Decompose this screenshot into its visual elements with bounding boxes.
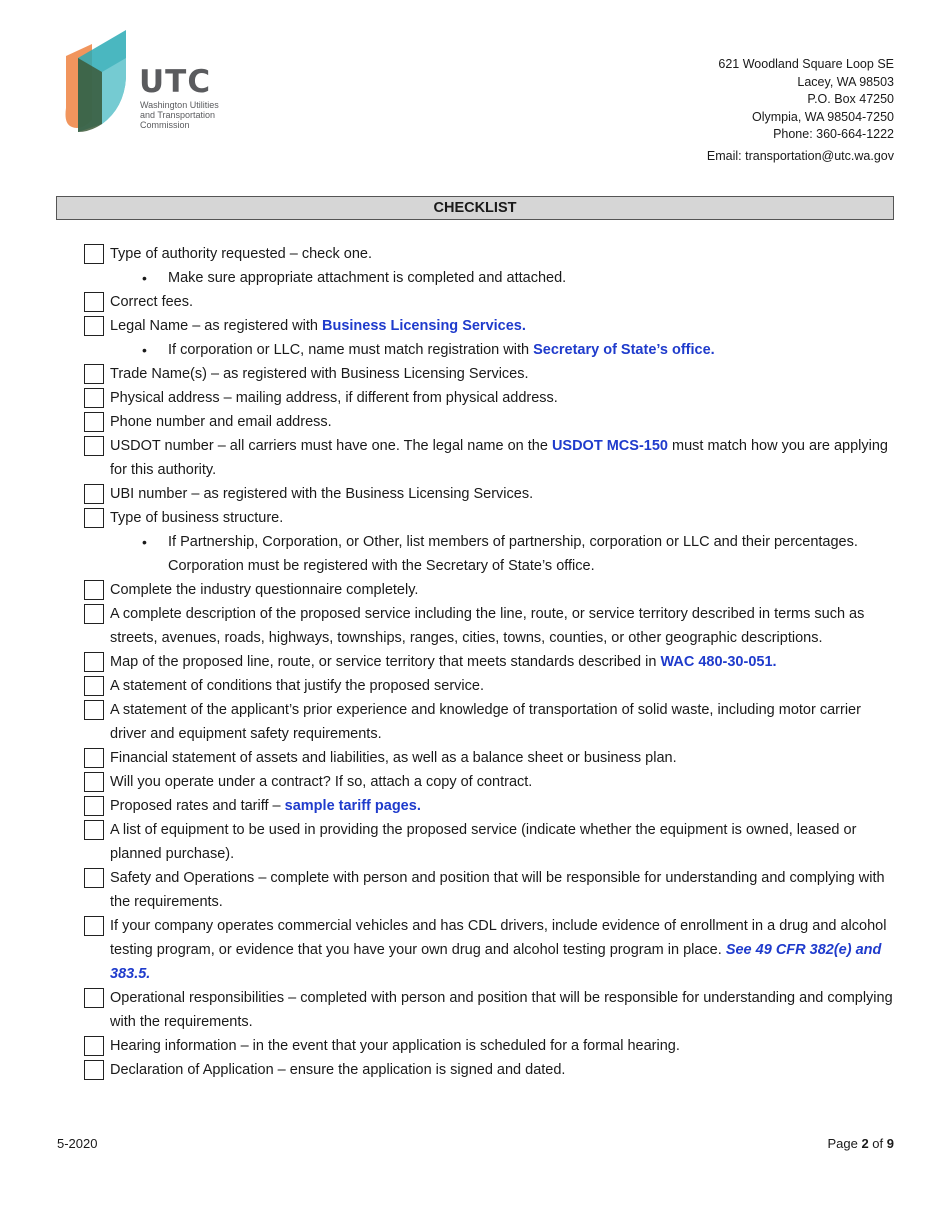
checklist-checkbox[interactable]: [84, 772, 104, 792]
item-text: A statement of the applicant’s prior experience and knowledge of transportation of solid waste, including motor carrier driver and equipment safety requirements.: [110, 702, 861, 742]
contact-address-block: [707, 56, 894, 165]
checklist-item-text: [110, 818, 904, 866]
item-text: Complete the industry questionnaire completely.: [110, 582, 419, 598]
checklist-checkbox[interactable]: [84, 700, 104, 720]
reference-link[interactable]: sample tariff pages.: [284, 798, 421, 814]
checklist-checkbox[interactable]: [84, 796, 104, 816]
checklist-item: [84, 914, 904, 986]
checklist-checkbox[interactable]: [84, 1060, 104, 1080]
logo-subtitle: [140, 100, 240, 130]
checklist-item-text: [110, 698, 904, 746]
checklist-item: [84, 650, 904, 674]
checklist-item: [84, 506, 904, 530]
item-text: Map of the proposed line, route, or service territory that meets standards described in: [110, 654, 661, 670]
checklist-item: [84, 674, 904, 698]
address-line: P.O. Box 47250: [807, 92, 894, 106]
item-text: If your company operates commercial vehicles and has CDL drivers, include evidence of enrollment in a drug and alcohol testing program, or evidence that you have your own drug and alcohol testing program in place.: [110, 918, 887, 958]
page-of: of: [868, 1136, 887, 1151]
item-text-cont: must match how you are applying for this authority.: [110, 438, 888, 478]
checklist-item-text: [110, 434, 904, 482]
checklist-checkbox[interactable]: [84, 868, 104, 888]
checklist-item-text: [168, 530, 904, 578]
checklist-item-text: [110, 506, 904, 530]
item-text: Phone number and email address.: [110, 414, 332, 430]
reference-link[interactable]: USDOT MCS-150: [551, 438, 668, 454]
address-line: Lacey, WA 98503: [797, 74, 894, 89]
checklist-item-text: [110, 410, 904, 434]
item-text: A complete description of the proposed service including the line, route, or service territory described in terms such as streets, avenues, roads, highways, townships, ranges, cities, towns, counties, or other geographic descriptions.: [110, 606, 865, 646]
logo-wordmark: UTC: [139, 64, 212, 100]
item-text: Safety and Operations – complete with person and position that will be responsible for understanding and complying with the requirements.: [110, 870, 885, 910]
checklist-checkbox[interactable]: [84, 916, 104, 936]
checklist-checkbox[interactable]: [84, 580, 104, 600]
bullet-icon: •: [142, 534, 147, 550]
checklist-item-text: [110, 650, 904, 674]
checklist-checkbox[interactable]: [84, 652, 104, 672]
checklist-checkbox[interactable]: [84, 364, 104, 384]
page-number: [827, 1136, 894, 1151]
checklist-item-text: [110, 986, 904, 1034]
checklist-checkbox[interactable]: [84, 820, 104, 840]
checklist-subitem: [84, 266, 904, 290]
page-current: 2: [861, 1136, 869, 1151]
checklist-checkbox[interactable]: [84, 484, 104, 504]
reference-link[interactable]: WAC 480-30-051.: [660, 654, 777, 670]
checklist-item-text: [110, 482, 904, 506]
checklist-item-text: [110, 602, 904, 650]
see-text: See: [725, 942, 756, 958]
page-total: 9: [886, 1136, 894, 1151]
logo-sub-line: Commission: [140, 120, 190, 130]
item-text: Physical address – mailing address, if different from physical address.: [110, 390, 558, 406]
item-text: Proposed rates and tariff –: [110, 798, 285, 814]
checklist-checkbox[interactable]: [84, 508, 104, 528]
logo-sub-line: Washington Utilities: [140, 100, 219, 110]
checklist-checkbox[interactable]: [84, 412, 104, 432]
checklist-item: [84, 794, 904, 818]
checklist-checkbox[interactable]: [84, 316, 104, 336]
checklist-item: [84, 410, 904, 434]
item-text: Legal Name – as registered with: [110, 318, 322, 334]
checklist-item-text: [110, 746, 904, 770]
item-text: Operational responsibilities – completed with person and position that will be responsible for understanding and complying with the requirements.: [110, 990, 893, 1030]
page-prefix: Page: [827, 1136, 862, 1151]
checklist-item: [84, 818, 904, 866]
email-line: Email: transportation@utc.wa.gov: [706, 148, 894, 163]
checklist-item: [84, 434, 904, 482]
checklist-item: [84, 746, 904, 770]
checklist-item: [84, 242, 904, 266]
bullet-icon: •: [142, 342, 147, 358]
form-date: 5-2020: [57, 1136, 98, 1151]
checklist-item-text: [110, 386, 904, 410]
checklist-item: [84, 578, 904, 602]
checklist-item: [84, 986, 904, 1034]
checklist-item-text: [110, 1034, 904, 1058]
item-text: Type of authority requested – check one.: [110, 246, 372, 262]
checklist-item-text: [110, 866, 904, 914]
checklist-checkbox[interactable]: [84, 988, 104, 1008]
checklist-checkbox[interactable]: [84, 388, 104, 408]
phone-line: Phone: 360-664-1222: [773, 127, 894, 141]
checklist-item-text: [110, 914, 904, 986]
checklist-item: [84, 770, 904, 794]
checklist-item-text: [110, 362, 904, 386]
item-text: Hearing information – in the event that your application is scheduled for a formal hearing.: [110, 1038, 680, 1054]
checklist-item: [84, 362, 904, 386]
checklist-checkbox[interactable]: [84, 604, 104, 624]
utc-logo: [62, 28, 237, 134]
checklist-item-text: [110, 290, 904, 314]
checklist-item-text: [168, 266, 904, 290]
checklist-item-text: [110, 794, 904, 818]
checklist-item: [84, 482, 904, 506]
checklist-checkbox[interactable]: [84, 436, 104, 456]
checklist-item: [84, 1058, 904, 1082]
checklist-item: [84, 386, 904, 410]
checklist-item-text: [110, 1058, 904, 1082]
checklist-checkbox[interactable]: [84, 1036, 104, 1056]
reference-link[interactable]: Secretary of State’s office.: [533, 342, 715, 358]
checklist-item: [84, 314, 904, 338]
checklist-item: [84, 1034, 904, 1058]
checklist-checkbox[interactable]: [84, 748, 104, 768]
item-text: If Partnership, Corporation, or Other, list members of partnership, corporation or LLC and their percentages. Corporation must be registered with the Secretary of State’s office.: [168, 534, 858, 574]
checklist-heading: CHECKLIST: [56, 196, 894, 220]
checklist-item-text: [110, 242, 904, 266]
bullet-icon: •: [142, 270, 147, 286]
item-text: Trade Name(s) – as registered with Business Licensing Services.: [110, 366, 529, 382]
item-text: Will you operate under a contract? If so, attach a copy of contract.: [110, 774, 533, 790]
item-text: A statement of conditions that justify the proposed service.: [110, 678, 484, 694]
item-text: Declaration of Application – ensure the application is signed and dated.: [110, 1062, 566, 1078]
utc-logo-mark-icon: [62, 28, 132, 134]
checklist-item-text: [168, 338, 904, 362]
item-text: USDOT number – all carriers must have one. The legal name on the: [110, 438, 552, 454]
address-line: Olympia, WA 98504-7250: [752, 109, 894, 124]
checklist-item: [84, 866, 904, 914]
item-text: A list of equipment to be used in providing the proposed service (indicate whether the equipment is owned, leased or planned purchase).: [110, 822, 857, 862]
checklist-checkbox[interactable]: [84, 676, 104, 696]
address-line: 621 Woodland Square Loop SE: [718, 57, 894, 71]
checklist-item-text: [110, 674, 904, 698]
checklist-item: [84, 290, 904, 314]
item-text: Correct fees.: [110, 294, 193, 310]
checklist-item: [84, 602, 904, 650]
checklist-subitem: [84, 338, 904, 362]
reference-link[interactable]: 49 CFR 382(e) and 383.5.: [110, 942, 882, 982]
checklist-checkbox[interactable]: [84, 292, 104, 312]
checklist-item: [84, 698, 904, 746]
checklist-item-text: [110, 578, 904, 602]
reference-link[interactable]: Business Licensing Services.: [321, 318, 526, 334]
item-text: If corporation or LLC, name must match registration with: [168, 342, 534, 358]
checklist-checkbox[interactable]: [84, 244, 104, 264]
item-text: UBI number – as registered with the Business Licensing Services.: [110, 486, 534, 502]
checklist-list: [84, 242, 904, 1082]
item-text: Make sure appropriate attachment is completed and attached.: [168, 270, 567, 286]
checklist-subitem: [84, 530, 904, 578]
checklist-item-text: [110, 314, 904, 338]
logo-sub-line: and Transportation: [140, 110, 216, 120]
checklist-item-text: [110, 770, 904, 794]
item-text: Financial statement of assets and liabilities, as well as a balance sheet or business plan.: [110, 750, 677, 766]
item-text: Type of business structure.: [110, 510, 284, 526]
